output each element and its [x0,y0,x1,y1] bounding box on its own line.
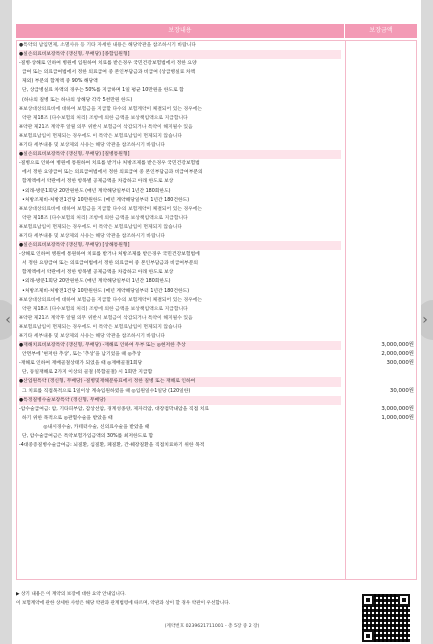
amount-cell [347,423,414,432]
section-heading: ●재해치료비보장특약 (갱신형, 무배당) -재해로 인하여 두부 또는 ◎현저한 추상 [19,341,341,350]
table-row: ※약관 제21조 계약후 알릴 의무 위반시 보험금이 삭감되거나 특약이 해지될수 있음 [19,315,193,321]
amount-cell [347,77,414,86]
table-row: 급여 또는 의료급여법에서 정한 의료급여 중 본인부담금과 비급여 (상급병실료 차액 [19,70,196,76]
chevron-right-icon: › [422,312,428,328]
amount-cell: 1,000,000원 [381,414,414,421]
table-row: -질병·상해로 인하여 병원에 입원하여 치료를 받은경우 국민건강보험법에서 정한 요양 [19,61,197,67]
table-row: ※기타 세부내용 및 보상제외 사유는 해당 약관을 참조하시기 바랍니다 [19,334,165,339]
amount-cell [347,396,414,405]
footer-notes [16,590,316,608]
amount-cell [347,132,414,141]
qr-code-icon [362,594,410,642]
amount-cell [347,159,414,168]
table-row: -암수술급여금: 암, 기타피부암, 갑상선암, 경계성종양, 제자리암, 대장점막내암을 직접 치료 [19,406,209,412]
table-row: ※기타 세부내용 및 보상제외 사유는 해당 약관을 참조하시기 바랍니다 [19,143,165,149]
chevron-left-icon: ‹ [5,312,11,328]
amount-cell [347,377,414,386]
amount-cell [347,114,414,123]
amount-cell [347,41,414,50]
amount-cell [347,141,414,150]
table-row: 약관 제18조 (다수보험의 처리) 조항에 의한 금액을 보상책임액으로 지급합니다 [19,215,188,221]
amount-cell [347,214,414,223]
content-column [19,41,341,450]
amount-cell [347,296,414,305]
table-row: 단, 동일재해로 2가지 이상의 골절 (복합골절) 시 1회만 지급함 [19,370,153,376]
amount-cell [347,268,414,277]
table-row: ※기타 세부내용 및 보상제외 사유는 해당 약관을 참조하시기 바랍니다 [19,233,165,239]
table-row: -4대중증질병수술급여금: 뇌질환, 심질환, 폐질환, 간·췌장질환을 직접치료하기 위한 목적 [19,443,205,449]
table-row: •외래-방문1회당 20만원한도 (매년 계약해당일부터 1년간 180회한도) [19,279,171,285]
amount-cell [347,68,414,77]
table-row: 안면부에 '현저한 추상', 또는 '추상'을 남기었을 때 ◎추상 [19,352,142,358]
table-row: (하나의 질병 또는 하나의 상해당 각각 5천만원 한도) [19,97,133,103]
amount-cell: 2,000,000원 [381,351,414,358]
table-row: -상해로 인하여 병원에 통원하여 치료를 받거나 처방조제를 받은경우 국민건강보험법에 [19,252,200,258]
table-row: ※보험료납입이 면제되는 경우에도 이 특약은 보험료납입이 면제되지 않습니다 [19,224,182,230]
amount-column [347,41,414,450]
table-row: 단, 암수술급여금은 특약보험가입금액의 30%를 최저한도로 함 [19,434,154,440]
amount-cell [347,50,414,59]
amount-cell: 300,000원 [386,360,414,367]
section-heading: ●실손의료비보장특약 (갱신형, 무배당) [질병통원형] [19,150,341,159]
amount-cell [347,196,414,205]
table-row: 서 정한 요양급여 또는 의료급여법에서 정한 의료급여 중 본인부담금과 비급여부분의 [19,261,198,267]
column-divider [345,41,346,579]
amount-cell [347,305,414,314]
table-row: 단, 상급병실료 차액의 경우는 50%를 지급하며 1일 평균 10만원을 한도로 함 [19,88,184,94]
amount-cell [347,314,414,323]
page-number: (계약번호 0239621711001 - 총 5장 중 2 장) [164,624,260,629]
amount-cell [347,323,414,332]
table-row: 제외) 부분의 합계액 중 90% 해당액 [19,79,98,85]
footer-line-2: 이 보험계약에 관한 상세한 사항은 해당 약관과 관계법령에 따르며, 약관과 상이 할 경우 약관이 우선합니다. [16,601,231,606]
amount-cell [347,223,414,232]
footer-line-1: ▶ 상기 내용은 이 계약의 보장에 대한 요약 안내입니다. [16,592,126,597]
section-heading: ●실손의료비보장특약 (갱신형, 무배당) [상해통원형] [19,241,341,250]
table-row: •처방조제비-처방전1건당 10만원한도 (매년 계약해당일부터 1년간 180건한도) [19,197,190,203]
table-row: 합계액에서 약관에서 정한 항목별 공제금액을 차감하고 아래 한도로 보상 [19,179,174,185]
table-row: 약관 제18조 (다수보험의 처리) 조항에 의한 금액을 보상책임액으로 지급합니다 [19,306,188,312]
amount-cell [347,86,414,95]
table-row: ●특약의 납입면제, 소멸사유 등 기타 자세한 내용은 해당약관을 참조하시기 바랍니다 [19,43,196,48]
table-row: 합계액에서 약관에서 정한 항목별 공제금액을 차감하고 아래 한도로 보상 [19,270,174,276]
amount-cell [347,250,414,259]
amount-cell [347,187,414,196]
amount-cell [347,441,414,450]
table-row: ※보상대상의료비에 대하여 보험금을 지급할 다수의 보험계약이 체결되어 있는 경우에는 [19,106,203,112]
amount-cell [347,332,414,341]
header-amount: 보장금액 [344,24,417,38]
amount-cell [347,241,414,250]
table-row: ◎내시경수술, 카테터수술, 신의료수술을 받았을 때 [19,424,150,430]
amount-cell [347,150,414,159]
table-row: •처방조제비-처방전1건당 10만원한도 (매년 계약해당일부터 1년간 180건한도) [19,288,190,294]
table-row: -질병으로 인하여 병원에 통원하여 치료를 받거나 처방조제를 받은경우 국민건강보험법 [19,161,200,167]
document-page [12,0,421,644]
amount-cell: 3,000,000원 [381,405,414,412]
section-heading: ●산업원특약 (갱신형, 무배당) -질병및재해분류표에서 정한 질병 또는 재해로 인하여 [19,377,341,386]
amount-cell [347,432,414,441]
coverage-table [16,40,417,580]
table-row: -재해로 인하여 재배골절상태가 되었을 때 ◎재배골절1회당 [19,361,143,367]
amount-cell [347,105,414,114]
table-row: ※보상대상의료비에 대하여 보험금을 지급할 다수의 보험계약이 체결되어 있는 경우에는 [19,206,203,212]
amount-cell [347,259,414,268]
amount-cell [347,368,414,377]
table-header [16,24,417,38]
table-row: ※보상대상의료비에 대하여 보험금을 지급할 다수의 보험계약이 체결되어 있는 경우에는 [19,297,203,303]
table-row: ※보험료납입이 면제되는 경우에도 이 특약은 보험료납입이 면제되지 않습니다 [19,324,182,330]
section-heading: ●실손의료비보장특약 (갱신형, 무배당) [종합입원형] [19,50,341,59]
table-row: ※보험료납입이 면제되는 경우에도 이 특약은 보험료납입이 면제되지 않습니다 [19,133,182,139]
amount-cell: 30,000원 [389,387,414,394]
table-row: 그 치료를 직접목적으로 1일이상 계속입원하였을 때 ◎입원일수1일당 (120일한) [19,388,191,394]
table-row: 약관 제18조 (다수보험의 처리) 조항에 의한 금액을 보상책임액으로 지급합니다 [19,115,188,121]
table-row: 에서 정한 요양급여 또는 의료급여법에서 정한 의료급여 중 본인부담금과 비급여부분의 [19,170,203,176]
amount-cell: 3,000,000원 [381,342,414,349]
amount-cell [347,96,414,105]
header-content: 보장내용 [16,24,344,38]
amount-cell [347,123,414,132]
table-row: 하기 위한 목적으로 ◎관혈수술을 받았을 때 [19,415,113,421]
amount-cell [347,177,414,186]
amount-cell [347,287,414,296]
amount-cell [347,205,414,214]
amount-cell [347,277,414,286]
table-row: •외래-방문1회당 20만원한도 (매년 계약해당일부터 1년간 180회한도) [19,188,171,194]
amount-cell [347,168,414,177]
table-row: ※약관 제21조 계약후 알릴 의무 위반시 보험금이 삭감되거나 특약이 해지될수 있음 [19,124,193,130]
amount-cell [347,59,414,68]
section-heading: ●특정질병수술보장특약 (갱신형, 무배당) [19,396,341,405]
amount-cell [347,232,414,241]
